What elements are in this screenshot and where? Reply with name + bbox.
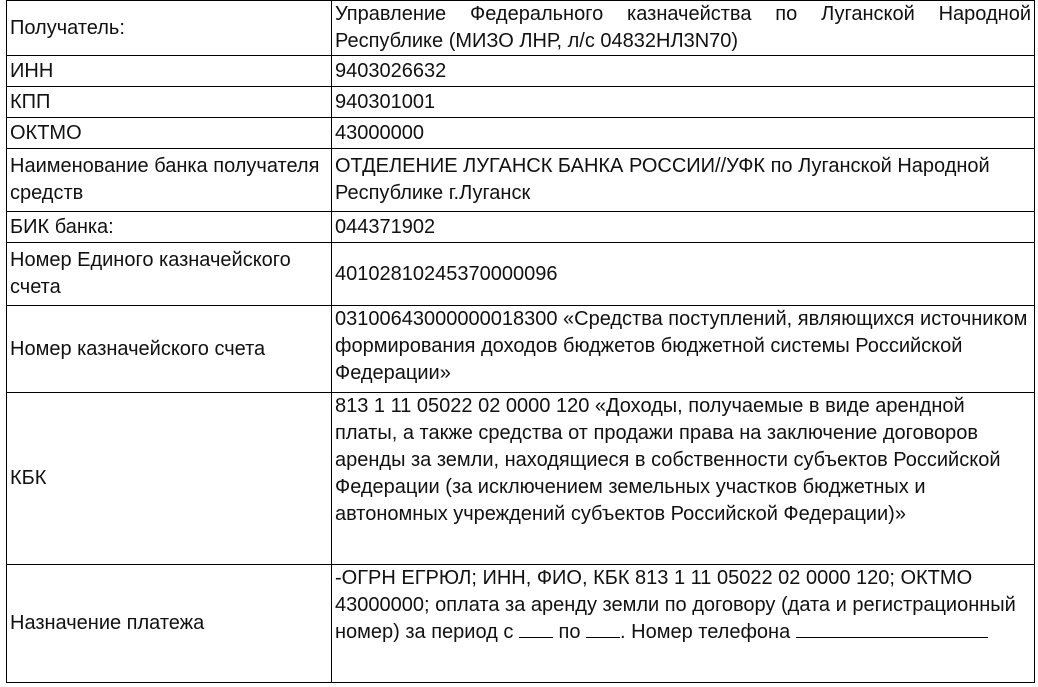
row-label-payment-purpose: Назначение платежа bbox=[7, 565, 332, 683]
table-row bbox=[7, 565, 1035, 683]
phone-number-blank bbox=[796, 619, 988, 638]
row-value-oktmo: 43000000 bbox=[332, 118, 1035, 149]
row-label-treasury-account: Номер казначейского счета bbox=[7, 306, 332, 393]
row-value-bank-name: ОТДЕЛЕНИЕ ЛУГАНСК БАНКА РОССИИ//УФК по Луганской Народной Республике г.Луганск bbox=[332, 149, 1035, 212]
row-label-oktmo: ОКТМО bbox=[7, 118, 332, 149]
row-label-bik: БИК банка: bbox=[7, 212, 332, 243]
table-row bbox=[7, 212, 1035, 243]
table-row bbox=[7, 243, 1035, 306]
payment-details-table bbox=[6, 0, 1035, 683]
table-row bbox=[7, 393, 1035, 565]
row-label-kbk: КБК bbox=[7, 393, 332, 565]
table-row bbox=[7, 118, 1035, 149]
row-value-kbk: 813 1 11 05022 02 0000 120 «Доходы, получаемые в виде арендной платы, а также средства от продажи права на заключение договоров аренды за земли, находящиеся в собственности субъектов Российской Федерации (за исключением земельных участков бюджетных и автономных учреждений субъектов Российской Федерации)» bbox=[332, 393, 1035, 565]
period-start-blank bbox=[519, 619, 553, 638]
row-label-kpp: КПП bbox=[7, 87, 332, 118]
table-row bbox=[7, 149, 1035, 212]
row-label-unified-account: Номер Единого казначейского счета bbox=[7, 243, 332, 306]
row-value-kpp: 940301001 bbox=[332, 87, 1035, 118]
row-label-inn: ИНН bbox=[7, 56, 332, 87]
payment-purpose-text: -ОГРН ЕГРЮЛ; ИНН, ФИО, КБК 813 1 11 05022 02 0000 120; ОКТМО 43000000; оплата за аренду земли по договору (дата и регистрационный номер) за период с bbox=[335, 567, 1016, 643]
payment-purpose-from: по bbox=[558, 621, 581, 643]
table-row bbox=[7, 87, 1035, 118]
row-value-recipient: Управление Федерального казначейства по Луганской Народной Республике (МИЗО ЛНР, л/с 04832НЛ3N70) bbox=[332, 1, 1035, 56]
row-value-unified-account: 40102810245370000096 bbox=[332, 243, 1035, 306]
payment-purpose-phone: . Номер телефона bbox=[620, 621, 791, 643]
table-row bbox=[7, 56, 1035, 87]
row-value-inn: 9403026632 bbox=[332, 56, 1035, 87]
row-label-bank-name: Наименование банка получателя средств bbox=[7, 149, 332, 212]
row-value-payment-purpose bbox=[332, 565, 1035, 683]
row-label-recipient: Получатель: bbox=[7, 1, 332, 56]
period-end-blank bbox=[586, 619, 620, 638]
table-row bbox=[7, 1, 1035, 56]
row-value-treasury-account: 03100643000000018300 «Средства поступлений, являющихся источником формирования доходов бюджетов бюджетной системы Российской Федерации» bbox=[332, 306, 1035, 393]
row-value-bik: 044371902 bbox=[332, 212, 1035, 243]
table-row bbox=[7, 306, 1035, 393]
